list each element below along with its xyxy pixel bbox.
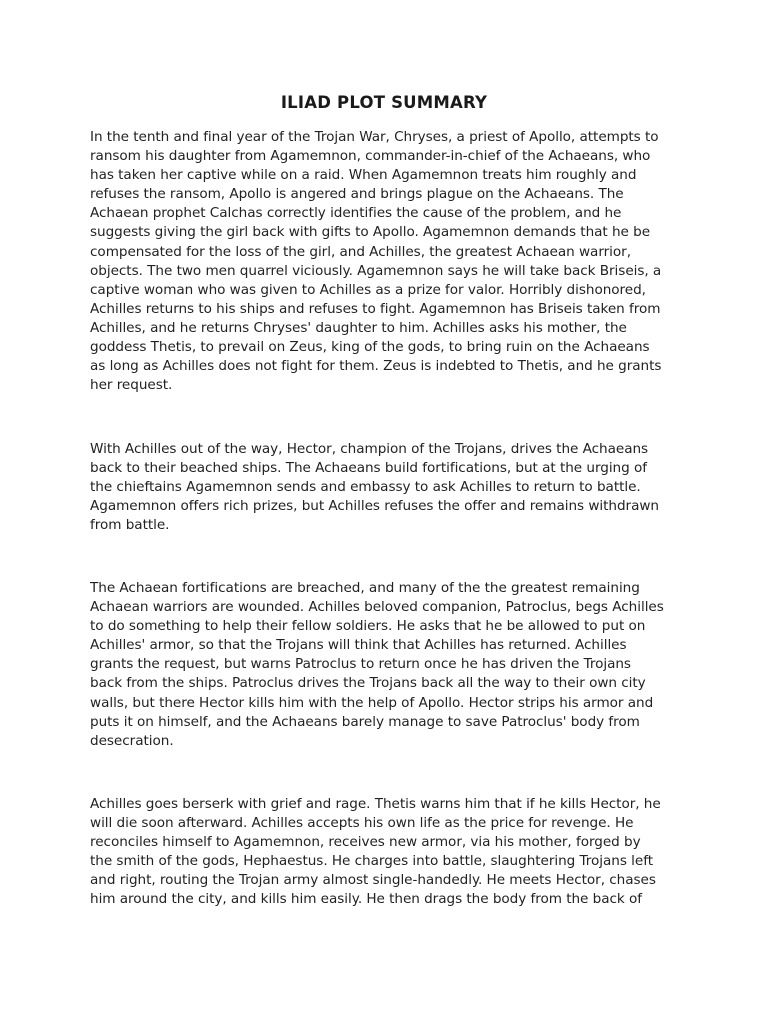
text-line: Achilles returns to his ships and refuses to fight. Agamemnon has Briseis taken from xyxy=(90,300,661,317)
paragraph-3 xyxy=(90,579,690,751)
text-line: Agamemnon offers rich prizes, but Achilles refuses the offer and remains withdrawn xyxy=(90,498,659,515)
text-line: grants the request, but warns Patroclus to return once he has driven the Trojans xyxy=(90,656,631,673)
text-line: back to their beached ships. The Achaeans build fortifications, but at the urging of xyxy=(90,460,647,477)
text-line: desecration. xyxy=(90,732,174,749)
text-line: Achilles' armor, so that the Trojans will think that Achilles has returned. Achilles xyxy=(90,637,627,654)
text-line: him around the city, and kills him easily. He then drags the body from the back of xyxy=(90,891,643,908)
text-line: With Achilles out of the way, Hector, champion of the Trojans, drives the Achaeans xyxy=(90,441,649,457)
text-line: Achilles goes berserk with grief and rage. Thetis warns him that if he kills Hector, he xyxy=(90,796,661,812)
text-line: puts it on himself, and the Achaeans barely manage to save Patroclus' body from xyxy=(90,713,640,730)
text-line: Achaean prophet Calchas correctly identifies the cause of the problem, and he xyxy=(90,205,622,222)
text-line: from battle. xyxy=(90,517,170,534)
paragraph-1 xyxy=(90,128,690,395)
text-line: The Achaean fortifications are breached, and many of the the greatest remaining xyxy=(90,580,640,596)
text-line: compensated for the loss of the girl, and Achilles, the greatest Achaean warrior, xyxy=(90,243,631,260)
text-line: back from the ships. Patroclus drives the Trojans back all the way to their own city xyxy=(90,675,646,692)
text-line: Achilles, and he returns Chryses' daughter to him. Achilles asks his mother, the xyxy=(90,319,627,336)
text-line: has taken her captive while on a raid. When Agamemnon treats him roughly and xyxy=(90,167,637,184)
text-line: captive woman who was given to Achilles as a prize for valor. Horribly dishonored, xyxy=(90,281,646,298)
text-line: as long as Achilles does not fight for them. Zeus is indebted to Thetis, and he grants xyxy=(90,358,662,375)
text-line: In the tenth and final year of the Trojan War, Chryses, a priest of Apollo, attempts to xyxy=(90,129,659,145)
paragraph-4 xyxy=(90,795,690,910)
text-line: the chieftains Agamemnon sends and embassy to ask Achilles to return to battle. xyxy=(90,479,641,496)
paragraph-2 xyxy=(90,440,690,535)
document-title: ILIAD PLOT SUMMARY xyxy=(280,93,488,112)
text-line: walls, but there Hector kills him with the help of Apollo. Hector strips his armor and xyxy=(90,694,654,711)
text-line: suggests giving the girl back with gifts to Apollo. Agamemnon demands that he be xyxy=(90,224,651,241)
text-line: the smith of the gods, Hephaestus. He charges into battle, slaughtering Trojans left xyxy=(90,853,653,870)
text-line: refuses the ransom, Apollo is angered and brings plague on the Achaeans. The xyxy=(90,186,624,203)
text-line: ransom his daughter from Agamemnon, commander-in-chief of the Achaeans, who xyxy=(90,148,651,165)
text-line: Achaean warriors are wounded. Achilles beloved companion, Patroclus, begs Achilles xyxy=(90,599,664,616)
text-line: and right, routing the Trojan army almost single-handedly. He meets Hector, chases xyxy=(90,872,656,889)
text-line: goddess Thetis, to prevail on Zeus, king of the gods, to bring ruin on the Achaeans xyxy=(90,339,650,356)
text-line: her request. xyxy=(90,377,173,394)
text-line: to do something to help their fellow soldiers. He asks that he be allowed to put on xyxy=(90,618,646,635)
text-line: objects. The two men quarrel viciously. Agamemnon says he will take back Briseis, a xyxy=(90,262,662,279)
text-line: reconciles himself to Agamemnon, receives new armor, via his mother, forged by xyxy=(90,834,641,851)
text-line: will die soon afterward. Achilles accepts his own life as the price for revenge. He xyxy=(90,815,634,832)
